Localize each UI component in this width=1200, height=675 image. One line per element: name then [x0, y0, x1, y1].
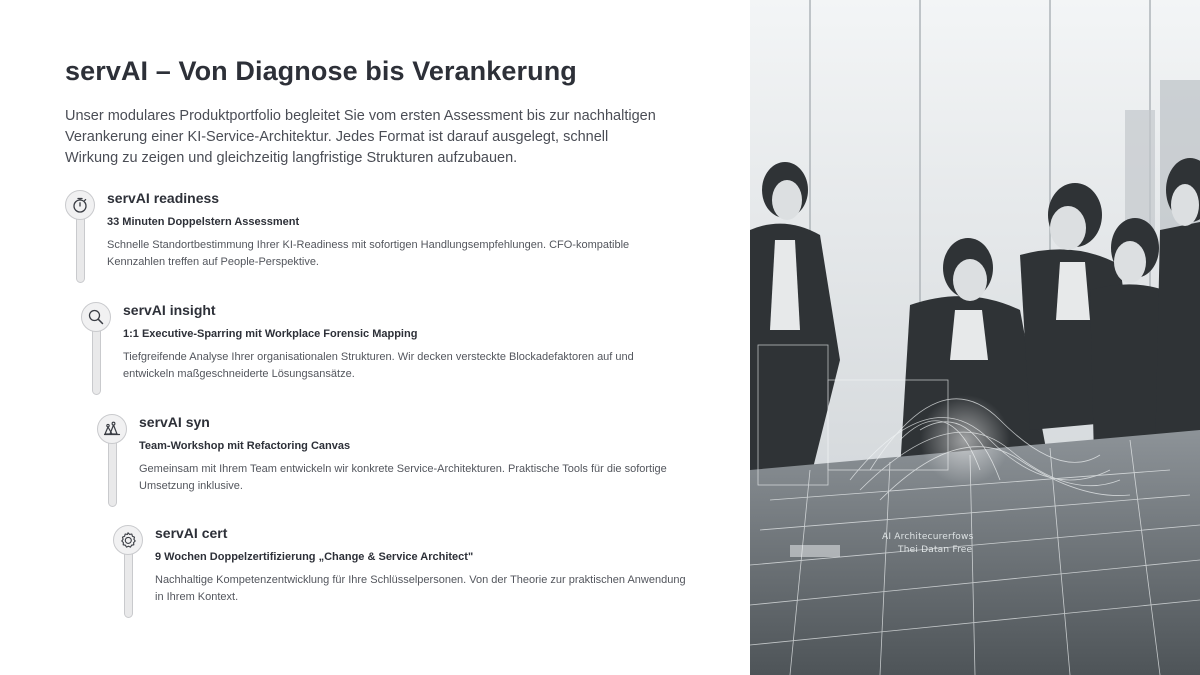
step-title: servAI syn — [139, 414, 210, 430]
step-readiness — [65, 190, 665, 290]
step-syn — [97, 414, 697, 514]
magnifier-icon — [81, 302, 111, 332]
team-photo-illustration — [750, 0, 1200, 675]
step-title: servAI cert — [155, 525, 228, 541]
certificate-seal-icon — [113, 525, 143, 555]
step-description: Tiefgreifende Analyse Ihrer organisationalen Strukturen. Wir decken versteckte Blockadefaktoren auf und entwickeln maßgeschneiderte Lösungsansätze. — [123, 351, 634, 380]
hologram-caption-secondary: Thei Datan Free — [898, 545, 973, 555]
hologram-caption: AI Architecurerfows — [882, 532, 974, 542]
step-subtitle: Team-Workshop mit Refactoring Canvas — [139, 440, 351, 452]
step-description: Schnelle Standortbestimmung Ihrer KI-Readiness mit sofortigen Handlungsempfehlungen. CFO-kompatible Kennzahlen treffen auf People-Perspektive. — [107, 239, 630, 268]
content-column — [65, 0, 685, 675]
step-title: servAI readiness — [107, 190, 220, 206]
team-photo — [750, 0, 1200, 675]
step-insight — [81, 302, 681, 402]
step-description: Nachhaltige Kompetenzentwicklung für Ihre Schlüsselpersonen. Von der Theorie zur praktischen Anwendung in Ihrem Kontext. — [155, 574, 686, 603]
step-description: Gemeinsam mit Ihrem Team entwickeln wir konkrete Service-Architekturen. Praktische Tools für die sofortige Umsetzung inklusive. — [139, 463, 667, 492]
step-subtitle: 33 Minuten Doppelstern Assessment — [107, 216, 300, 228]
stopwatch-icon — [65, 190, 95, 220]
page-title: servAI – Von Diagnose bis Verankerung — [65, 56, 577, 86]
people-group-icon — [97, 414, 127, 444]
step-title: servAI insight — [123, 302, 216, 318]
step-subtitle: 1:1 Executive-Sparring mit Workplace Forensic Mapping — [123, 328, 418, 340]
step-cert — [113, 525, 713, 625]
step-subtitle: 9 Wochen Doppelzertifizierung „Change & Service Architect" — [155, 551, 474, 563]
intro-text: Unser modulares Produktportfolio begleitet Sie vom ersten Assessment bis zur nachhaltigen Verankerung einer KI-Service-Architektur. Jedes Format ist darauf ausgelegt, schnell Wirkung zu zeigen und gleichzeitig langfristige Strukturen aufzubauen. — [65, 108, 656, 166]
